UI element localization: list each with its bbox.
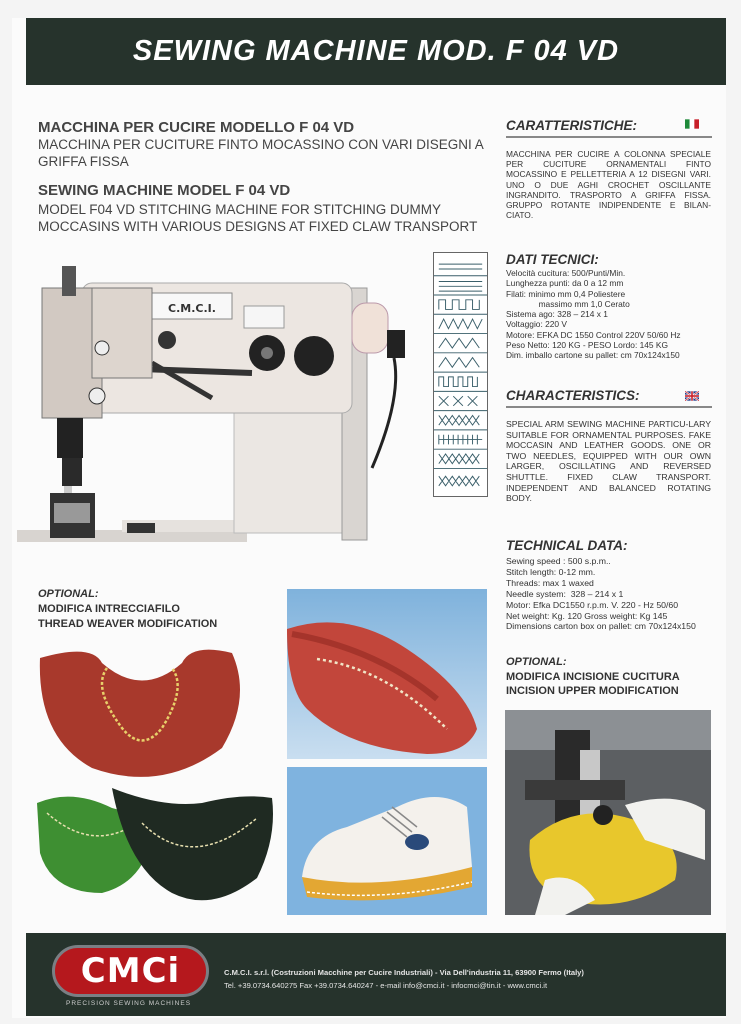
- list-item: Threads: max 1 waxed: [506, 577, 594, 588]
- caratteristiche-heading: CARATTERISTICHE:: [506, 118, 637, 133]
- italy-flag-icon: [685, 119, 699, 129]
- incision-machine-image: [505, 710, 711, 915]
- incision-it: MODIFICA INCISIONE CUCITURA: [506, 671, 680, 683]
- brochure-page: [12, 18, 726, 1018]
- red-moccasin-image: [287, 589, 487, 759]
- divider: [506, 406, 712, 408]
- list-item: massimo mm 1,0 Cerato: [506, 298, 630, 309]
- list-item: Net weight: Kg. 120 Gross weight: Kg 145: [506, 610, 668, 621]
- cmci-logo: [52, 945, 209, 997]
- english-model-description: MODEL F04 VD STITCHING MACHINE FOR STITCHING DUMMY MOCCASINS WITH VARIOUS DESIGNS AT FIXED CLAW TRANSPORT: [38, 202, 478, 234]
- dati-tecnici-heading: DATI TECNICI:: [506, 252, 599, 267]
- technical-data-heading: TECHNICAL DATA:: [506, 538, 628, 553]
- sewing-machine-image: [12, 248, 412, 548]
- english-model-title: SEWING MACHINE MODEL F 04 VD: [38, 182, 291, 199]
- list-item: Dimensions carton box on pallet: cm 70x124x150: [506, 621, 696, 632]
- thread-weaver-en: THREAD WEAVER MODIFICATION: [38, 618, 218, 630]
- list-item: Stitch length: 0-12 mm.: [506, 566, 596, 577]
- optional-label: OPTIONAL:: [38, 588, 99, 600]
- title-banner: [26, 18, 726, 85]
- logo-text: CMCi: [80, 951, 181, 991]
- thread-weaver-it: MODIFICA INTRECCIAFILO: [38, 603, 180, 615]
- divider: [506, 136, 712, 138]
- brand-plate: C.M.C.I.: [168, 302, 216, 315]
- stitch-patterns-chart: [433, 252, 488, 497]
- dati-tecnici-list: [506, 268, 716, 361]
- characteristics-text: SPECIAL ARM SEWING MACHINE PARTICU-LARY SUITABLE FOR ORNAMENTAL PURPOSES. FAKE MOCCASIN AND LEATHER GOODS. ONE OR TWO NEEDLES, EQUIPPED WITH OUR OWN LARGER, OSCILLATING AND REVERSED SHUTTLE. FIXED CLAW TRANSPORT. INDEPENDENT AND BALANCED ROTATING BODY.: [506, 419, 711, 504]
- incision-en: INCISION UPPER MODIFICATION: [506, 685, 679, 697]
- list-item: Velocità cucitura: 500/Punti/Min.: [506, 268, 626, 278]
- list-item: Filati: minimo mm 0,4 Poliestere: [506, 288, 626, 299]
- page-title: SEWING MACHINE MOD. F 04 VD: [132, 35, 620, 67]
- company-address: C.M.C.I. s.r.l. (Costruzioni Macchine per Cucire Industriali) - Via Dell'industria 11, 63900 Fermo (Italy): [224, 968, 584, 977]
- list-item: Motore: EFKA DC 1550 Control 220V 50/60 Hz: [506, 329, 681, 340]
- list-item: Sewing speed : 500 s.p.m..: [506, 556, 611, 566]
- list-item: Lunghezza punti: da 0 a 12 mm: [506, 278, 624, 289]
- list-item: Voltaggio: 220 V: [506, 319, 568, 330]
- characteristics-heading: CHARACTERISTICS:: [506, 388, 640, 403]
- company-contacts: Tel. +39.0734.640275 Fax +39.0734.640247 - e-mail info@cmci.it - infocmci@tin.it - www.cmci.it: [224, 981, 548, 990]
- list-item: Needle system: 328 – 214 x 1: [506, 588, 624, 599]
- footer-band: [26, 933, 726, 1016]
- list-item: Sistema ago: 328 – 214 x 1: [506, 309, 608, 320]
- italian-model-title: MACCHINA PER CUCIRE MODELLO F 04 VD: [38, 119, 355, 136]
- italian-model-description: MACCHINA PER CUCITURE FINTO MOCASSINO CON VARI DISEGNI A GRIFFA FISSA: [38, 137, 484, 169]
- white-yellow-shoe-image: [287, 767, 487, 915]
- caratteristiche-text: MACCHINA PER CUCIRE A COLONNA SPECIALE PER CUCITURE ORNAMENTALI FINTO MOCASSINO E PELLETTERIA A 12 DISEGNI VARI. UNO O DUE AGHI CROCHET OSCILLANTE INGRANDITO. TRASPORTO A GRIFFA FISSA. GRUPPO ROTANTE INDIPENDENTE E BILAN-CIATO.: [506, 149, 711, 221]
- leather-pieces-image: [32, 638, 277, 918]
- logo-tagline: PRECISION SEWING MACHINES: [66, 1000, 192, 1007]
- list-item: Peso Netto: 120 KG - PESO Lordo: 145 KG: [506, 340, 669, 351]
- optional-label: OPTIONAL:: [506, 656, 567, 668]
- list-item: Motor: Efka DC1550 r.p.m. V. 220 - Hz 50/60: [506, 599, 679, 610]
- list-item: Dim. imballo cartone su pallet: cm 70x124x150: [506, 350, 680, 361]
- uk-flag-icon: [685, 391, 699, 401]
- technical-data-list: [506, 556, 716, 632]
